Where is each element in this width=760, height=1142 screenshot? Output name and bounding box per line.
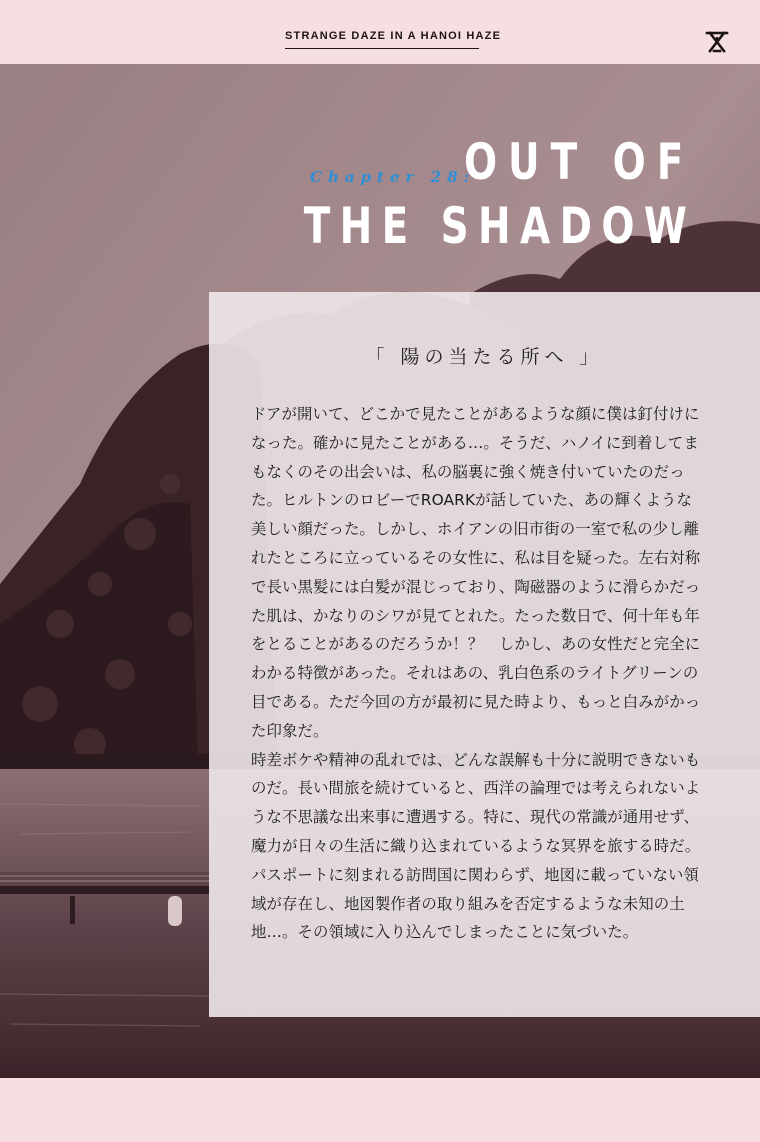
series-title: STRANGE DAZE IN A HANOI HAZE <box>285 30 479 49</box>
article-paragraph-1: ドアが開いて、どこかで見たことがあるような顔に僕は釘付けになった。確かに見たことがある…。そうだ、ハノイに到着してまもなくのその出会いは、私の脳裏に強く焼き付いていたのだった。ヒルトンのロビーでROARKが話していた、あの輝くような美しい顔だった。しかし、ホイアンの旧市街の一室で私の少し離れたところに立っているその女性に、私は目を疑った。左右対称で長い黒髪には白髪が混じっており、陶磁器のように滑らかだった肌は、かなりのシワが見てとれた。たった数日で、何十年も年をとることがあるのだろうか！？ しかし、あの女性だと完全にわかる特徴があった。それはあの、乳白色系のライトグリーンの目である。ただ今回の方が最初に見た時より、もっと白みがかった印象だ。 <box>251 405 701 740</box>
magazine-logo-icon <box>705 30 729 54</box>
page-header <box>0 0 760 64</box>
article-paragraph-2: 時差ボケや精神の乱れでは、どんな誤解も十分に説明できないものだ。長い間旅を続けていると、西洋の論理では考えられないような不思議な出来事に遭遇する。特に、現代の常識が通用せず、魔力が日々の生活に織り込まれているような冥界を旅する時だ。パスポートに刻まれる訪問国に関わらず、地図に載っていない領域が存在し、地図製作者の取り組みを否定するような未知の土地…。その領域に入り込んでしまったことに気づいた。 <box>251 750 701 942</box>
chapter-title-line-1: OUT OF <box>463 133 694 191</box>
article-subtitle: 「 陽の当たる所へ 」 <box>365 346 604 368</box>
chapter-title-line-2: THE SHADOW <box>303 197 696 255</box>
article-text-panel <box>209 292 760 1017</box>
chapter-number-label: Chapter 28: <box>310 168 476 186</box>
article-body <box>251 400 706 947</box>
